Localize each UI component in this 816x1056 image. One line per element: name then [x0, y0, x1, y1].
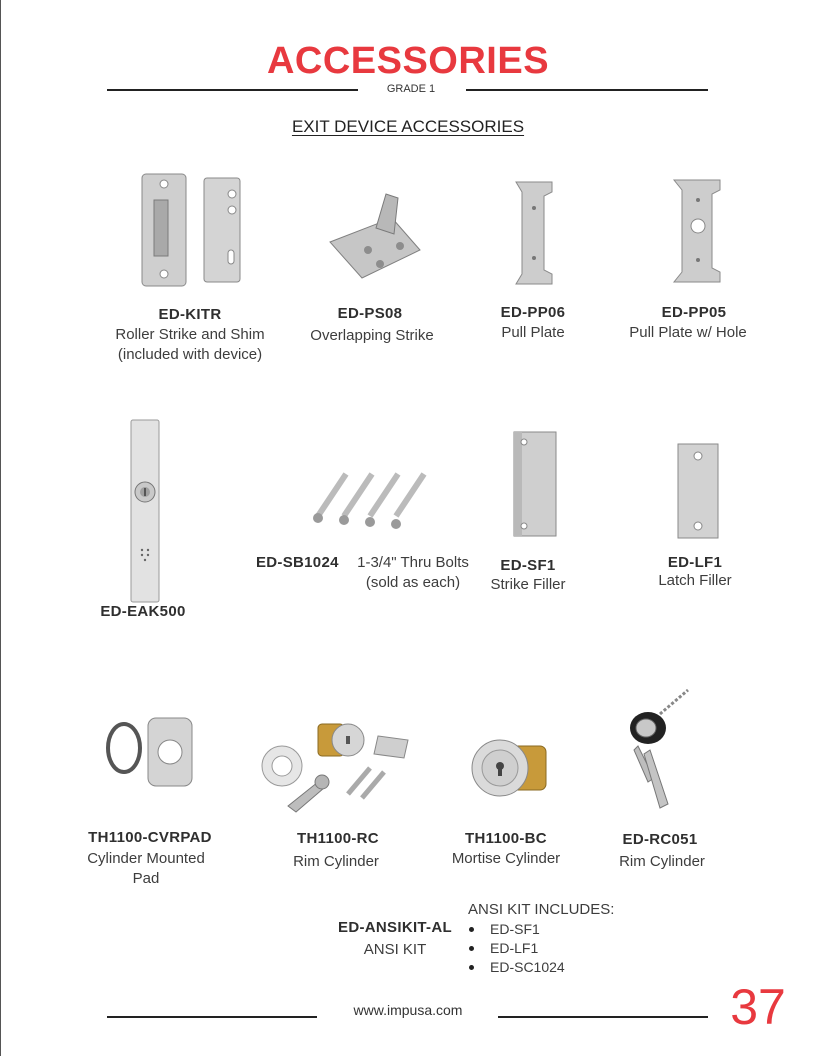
ed-sb1024-desc-line-1: 1-3/4" Thru Bolts	[357, 554, 469, 571]
section-title: EXIT DEVICE ACCESSORIES	[291, 117, 525, 136]
ansi-kit-item: ED-SF1	[466, 920, 565, 939]
ed-pp06-code: ED-PP06	[500, 304, 566, 321]
ed-eak500-image	[128, 418, 162, 604]
th1100-cvrpad-code: TH1100-CVRPAD	[88, 829, 212, 846]
ed-pp06-desc: Pull Plate	[501, 324, 565, 341]
ansi-kit-heading: ANSI KIT INCLUDES:	[468, 901, 615, 918]
th1100-cvrpad-desc-line-1: Cylinder Mounted	[87, 850, 205, 867]
ed-lf1-desc: Latch Filler	[658, 572, 732, 589]
ed-ansikit-code: ED-ANSIKIT-AL	[338, 919, 452, 936]
ed-sf1-code: ED-SF1	[500, 557, 556, 574]
header-rule-right	[466, 89, 708, 91]
page-number: 37	[730, 979, 786, 1035]
ed-kitr-image	[136, 170, 246, 290]
ed-sf1-desc: Strike Filler	[490, 576, 566, 593]
th1100-bc-code: TH1100-BC	[465, 830, 547, 847]
ed-pp05-desc: Pull Plate w/ Hole	[629, 324, 747, 341]
ed-ps08-image	[324, 190, 424, 280]
ed-kitr-desc-line-1: Roller Strike and Shim	[115, 326, 265, 343]
ed-pp06-image	[510, 178, 560, 288]
ed-ps08-desc: Overlapping Strike	[310, 327, 434, 344]
ed-kitr-desc-line-2: (included with device)	[117, 346, 263, 363]
ed-pp05-code: ED-PP05	[661, 304, 727, 321]
ed-rc051-code: ED-RC051	[622, 831, 698, 848]
ed-lf1-code: ED-LF1	[667, 554, 723, 571]
th1100-cvrpad-desc-line-2: Pad	[132, 870, 160, 887]
ansi-kit-list	[466, 920, 565, 977]
ed-pp05-image	[668, 176, 728, 286]
ed-sb1024-desc-line-2: (sold as each)	[365, 574, 461, 591]
ed-kitr-code: ED-KITR	[158, 306, 222, 323]
header-rule-left	[107, 89, 358, 91]
ed-lf1-image	[675, 442, 721, 540]
ed-sb1024-code: ED-SB1024	[256, 554, 339, 571]
ed-ps08-code: ED-PS08	[337, 305, 403, 322]
ansi-kit-item: ED-LF1	[466, 939, 565, 958]
th1100-cvrpad-desc	[70, 849, 222, 889]
ed-kitr-desc	[90, 325, 290, 365]
footer-rule-left	[107, 1016, 317, 1018]
ed-sf1-image	[510, 428, 560, 540]
th1100-bc-image	[468, 736, 552, 800]
ansi-kit-item: ED-SC1024	[466, 958, 565, 977]
th1100-rc-image	[258, 710, 422, 816]
page-left-border	[0, 0, 1, 1056]
ed-sb1024-image	[306, 466, 436, 532]
footer-rule-right	[498, 1016, 708, 1018]
th1100-cvrpad-image	[100, 710, 196, 794]
th1100-rc-desc: Rim Cylinder	[293, 853, 379, 870]
th1100-bc-desc: Mortise Cylinder	[451, 850, 561, 867]
th1100-rc-code: TH1100-RC	[297, 830, 379, 847]
footer-website-link[interactable]: www.impusa.com	[353, 1002, 463, 1018]
ed-rc051-desc: Rim Cylinder	[619, 853, 705, 870]
ed-rc051-image	[624, 686, 696, 812]
grade-label: GRADE 1	[386, 83, 436, 95]
ed-ansikit-desc: ANSI KIT	[363, 941, 427, 958]
ed-eak500-code: ED-EAK500	[100, 603, 186, 620]
page-title: ACCESSORIES	[266, 40, 550, 82]
